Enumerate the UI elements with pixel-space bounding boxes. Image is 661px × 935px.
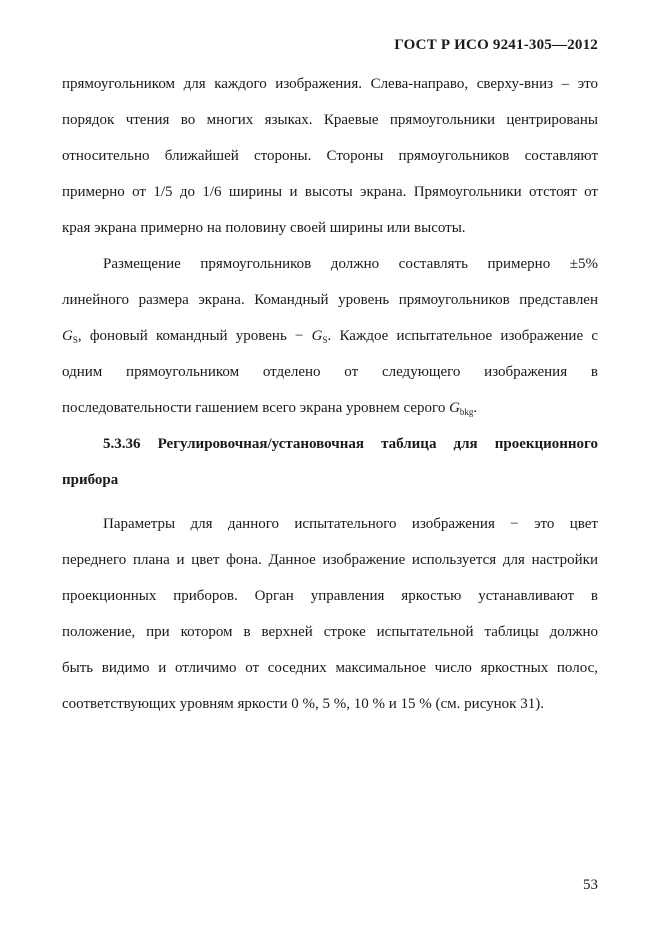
paragraph-2-line-3 bbox=[62, 326, 598, 346]
page-number: 53 bbox=[583, 877, 598, 893]
subscript-s: S bbox=[72, 335, 78, 345]
paragraph-3-line-2: переднего плана и цвет фона. Данное изображение используется для настройки bbox=[62, 552, 598, 568]
paragraph-1-line-2: порядок чтения во многих языках. Краевые прямоугольники центрированы bbox=[62, 112, 598, 128]
paragraph-2-line-5 bbox=[62, 398, 598, 418]
paragraph-2-line-2: линейного размера экрана. Командный уровень прямоугольников представлен bbox=[62, 292, 598, 308]
section-heading-line-1: 5.3.36 Регулировочная/установочная таблица для проекционного bbox=[103, 436, 598, 452]
text-span: последовательности гашением всего экрана уровнем серого bbox=[62, 400, 450, 416]
subscript-bkg: bkg bbox=[459, 407, 474, 417]
text-span: . Каждое испытательное изображение с bbox=[327, 328, 598, 344]
subscript-s: S bbox=[322, 335, 328, 345]
symbol-g: G bbox=[449, 400, 460, 416]
paragraph-3-line-3: проекционных приборов. Орган управления яркостью устанавливают в bbox=[62, 588, 598, 604]
paragraph-3-line-4: положение, при котором в верхней строке испытательной таблицы должно bbox=[62, 624, 598, 640]
paragraph-3-line-6: соответствующих уровням яркости 0 %, 5 %, 10 % и 15 % (см. рисунок 31). bbox=[62, 696, 544, 712]
paragraph-3-line-5: быть видимо и отличимо от соседних максимальное число яркостных полос, bbox=[62, 660, 598, 676]
paragraph-1-line-3: относительно ближайшей стороны. Стороны прямоугольников составляют bbox=[62, 148, 598, 164]
paragraph-2-line-4: одним прямоугольником отделено от следующего изображения в bbox=[62, 364, 598, 380]
symbol-g: G bbox=[311, 328, 323, 344]
paragraph-2-line-1: Размещение прямоугольников должно составлять примерно ±5% bbox=[103, 256, 598, 272]
paragraph-1-line-1: прямоугольником для каждого изображения. Слева-направо, сверху-вниз – это bbox=[62, 76, 598, 92]
paragraph-1-line-5: края экрана примерно на половину своей ширины или высоты. bbox=[62, 220, 466, 236]
document-header: ГОСТ Р ИСО 9241-305—2012 bbox=[394, 37, 598, 53]
section-heading-line-2: прибора bbox=[62, 472, 119, 488]
paragraph-3-line-1: Параметры для данного испытательного изображения − это цвет bbox=[103, 516, 598, 532]
symbol-g: G bbox=[62, 328, 73, 344]
text-span: , фоновый командный уровень − bbox=[77, 328, 312, 344]
text-span: . bbox=[473, 400, 478, 416]
paragraph-1-line-4: примерно от 1/5 до 1/6 ширины и высоты экрана. Прямоугольники отстоят от bbox=[62, 184, 598, 200]
